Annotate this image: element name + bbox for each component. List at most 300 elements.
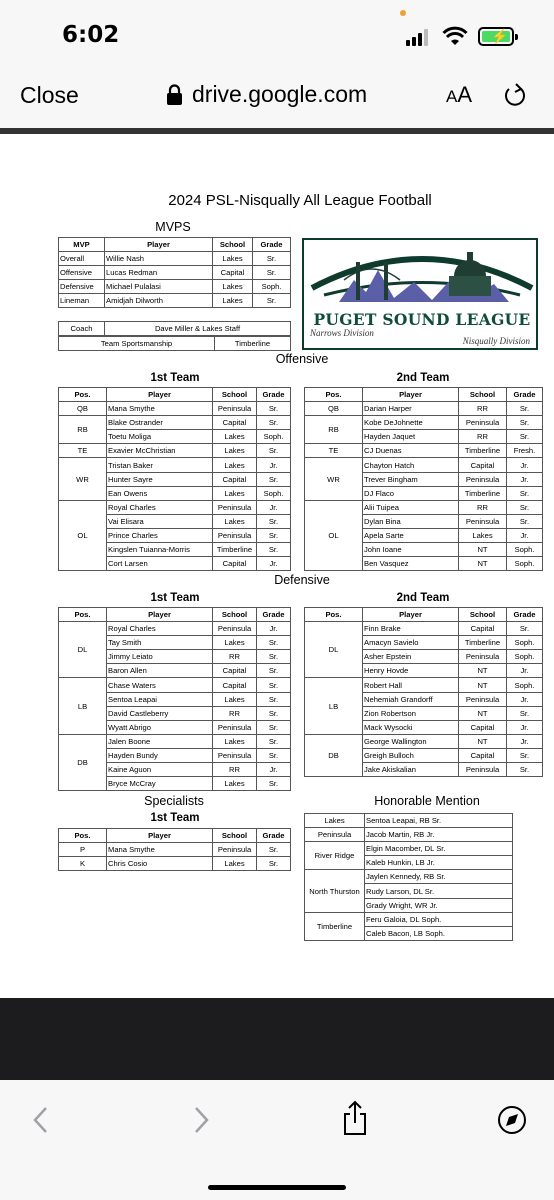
mvp-header-cell: Grade [253,238,291,252]
grade-cell: Sr. [507,402,543,416]
compass-icon[interactable] [496,1104,528,1136]
school-cell: Lakes [213,514,257,528]
player-cell: Tristan Baker [107,458,213,472]
grade-cell: Sr. [257,514,291,528]
mvp-row [59,294,291,308]
team-header-cell: Player [363,388,459,402]
table-row [59,734,291,748]
grade-cell: Soph. [507,678,543,692]
table-row [59,843,291,857]
player-cell: Dylan Bina [363,514,459,528]
logo-nisqually-division: Nisqually Division [462,336,530,346]
honorable-name-cell: Feru Galoia, DL Soph. [365,912,513,926]
player-cell: Hayden Bundy [107,748,213,762]
wifi-icon [442,26,468,46]
school-cell: RR [459,402,507,416]
grade-cell: Sr. [507,500,543,514]
school-cell: Peninsula [213,622,257,636]
position-cell: DL [305,622,363,678]
grade-cell: Jr. [507,720,543,734]
school-cell: Capital [459,458,507,472]
school-cell: Capital [459,622,507,636]
specialists-table [58,828,291,871]
player-cell: Kingslen Tuianna-Morris [107,543,213,557]
player-cell: Hayden Jaquet [363,430,459,444]
mvp-cell: Sr. [253,266,291,280]
grade-cell: Sr. [507,514,543,528]
player-cell: Jimmy Leiato [107,650,213,664]
honorable-school-cell: Lakes [305,814,365,828]
mvp-cell: Capital [213,266,253,280]
honorable-name-cell: Grady Wright, WR Jr. [365,898,513,912]
grade-cell: Sr. [257,416,291,430]
honorable-name-cell: Caleb Bacon, LB Soph. [365,926,513,940]
reload-icon[interactable] [503,82,527,108]
player-cell: Jake Akiskalian [363,763,459,777]
school-cell: Capital [213,557,257,571]
logo-narrows-division: Narrows Division [310,328,374,338]
player-cell: David Castleberry [107,706,213,720]
mvp-table [58,237,291,308]
offense-first-team-table [58,387,291,571]
grade-cell: Sr. [257,692,291,706]
player-cell: Jalen Boone [107,734,213,748]
grade-cell: Sr. [257,402,291,416]
table-row [305,734,543,748]
team-header-cell: Player [363,608,459,622]
school-cell: Lakes [213,486,257,500]
player-cell: George Wallington [363,734,459,748]
mvp-cell: Soph. [253,280,291,294]
grade-cell: Fresh. [507,444,543,458]
position-cell: LB [59,678,107,734]
school-cell: Peninsula [459,416,507,430]
player-cell: Nehemiah Grandorff [363,692,459,706]
sportsmanship-value: Timberline [215,337,291,351]
player-cell: Hunter Sayre [107,472,213,486]
mvp-cell: Lineman [59,294,105,308]
position-cell: TE [305,444,363,458]
defensive-heading: Defensive [274,573,330,587]
mvp-row [59,266,291,280]
mvp-row [59,280,291,294]
team-header-cell: Pos. [59,829,107,843]
grade-cell: Jr. [257,763,291,777]
grade-cell: Jr. [257,458,291,472]
school-cell: Lakes [213,458,257,472]
position-cell: QB [59,402,107,416]
battery-icon: ⚡ [478,27,514,46]
school-cell: Peninsula [213,528,257,542]
school-cell: Peninsula [459,763,507,777]
table-row [305,402,543,416]
status-bar [0,0,554,70]
position-cell: QB [305,402,363,416]
honorable-name-cell: Rudy Larson, DL Sr. [365,884,513,898]
school-cell: Capital [459,748,507,762]
honorable-row [305,870,513,884]
player-cell: Chayton Hatch [363,458,459,472]
school-cell: NT [459,678,507,692]
grade-cell: Jr. [257,622,291,636]
grade-cell: Sr. [257,748,291,762]
table-row [305,500,543,514]
grade-cell: Jr. [257,557,291,571]
school-cell: Peninsula [459,472,507,486]
school-cell: Lakes [213,444,257,458]
grade-cell: Sr. [507,416,543,430]
school-cell: RR [459,500,507,514]
player-cell: Amacyn Savielo [363,636,459,650]
position-cell: DB [305,734,363,776]
position-cell: TE [59,444,107,458]
player-cell: Tay Smith [107,636,213,650]
team-header-cell: Pos. [305,388,363,402]
grade-cell: Jr. [507,528,543,542]
grade-cell: Sr. [257,650,291,664]
grade-cell: Soph. [507,543,543,557]
school-cell: RR [213,763,257,777]
position-cell: OL [305,500,363,570]
coach-row [59,322,291,336]
player-cell: CJ Duenas [363,444,459,458]
player-cell: Vai Elisara [107,514,213,528]
player-cell: Darian Harper [363,402,459,416]
honorable-school-cell: Peninsula [305,828,365,842]
grade-cell: Sr. [507,622,543,636]
position-cell: DL [59,622,107,678]
mvp-cell: Lucas Redman [105,266,213,280]
school-cell: Peninsula [213,748,257,762]
grade-cell: Sr. [257,777,291,791]
grade-cell: Jr. [507,472,543,486]
player-cell: Henry Hovde [363,664,459,678]
team-header-cell: Grade [507,388,543,402]
team-header-cell: School [459,388,507,402]
lock-icon [166,84,183,106]
mvp-cell: Offensive [59,266,105,280]
position-cell: P [59,843,107,857]
school-cell: Capital [213,664,257,678]
grade-cell: Sr. [257,843,291,857]
table-row [59,622,291,636]
school-cell: Capital [213,416,257,430]
honorable-name-cell: Jacob Martin, RB Jr. [365,828,513,842]
player-cell: Ben Vasquez [363,557,459,571]
offense-second-team-table [304,387,543,571]
player-cell: Asher Epstein [363,650,459,664]
school-cell: Peninsula [213,402,257,416]
mvp-header-cell: Player [105,238,213,252]
player-cell: Sentoa Leapai [107,692,213,706]
browser-bar [0,70,554,128]
defense-second-heading: 2nd Team [396,592,450,604]
player-cell: Greigh Bulloch [363,748,459,762]
grade-cell: Soph. [507,636,543,650]
player-cell: Chris Cosio [107,857,213,871]
cellular-signal-icon [406,28,432,46]
mvp-header-cell: School [213,238,253,252]
bottom-toolbar [0,1080,554,1200]
sportsmanship-table [58,336,291,351]
honorable-mention-table [304,813,513,941]
grade-cell: Soph. [507,650,543,664]
grade-cell: Sr. [257,734,291,748]
specialists-heading: Specialists [144,794,204,808]
defense-first-heading: 1st Team [150,592,200,604]
player-cell: Finn Brake [363,622,459,636]
grade-cell: Jr. [257,500,291,514]
player-cell: Chase Waters [107,678,213,692]
player-cell: Royal Charles [107,500,213,514]
grade-cell: Sr. [257,543,291,557]
school-cell: Peninsula [459,692,507,706]
grade-cell: Sr. [257,636,291,650]
league-logo [302,238,538,350]
team-header-cell: Grade [257,829,291,843]
school-cell: NT [459,706,507,720]
school-cell: Peninsula [213,843,257,857]
mvp-cell: Amidjah Dilworth [105,294,213,308]
player-cell: Zion Robertson [363,706,459,720]
reader-text-size-button[interactable]: AA [446,82,473,107]
sportsmanship-label: Team Sportsmanship [59,337,215,351]
player-cell: Blake Ostrander [107,416,213,430]
table-row [305,622,543,636]
position-cell: RB [59,416,107,444]
player-cell: Ean Owens [107,486,213,500]
school-cell: Lakes [213,734,257,748]
team-header-cell: Player [107,829,213,843]
school-cell: Peninsula [459,650,507,664]
team-header-cell: Grade [257,608,291,622]
honorable-row [305,912,513,926]
position-cell: DB [59,734,107,790]
table-row [59,416,291,430]
school-cell: Peninsula [213,500,257,514]
team-header-cell: School [213,829,257,843]
defense-first-team-table [58,607,291,791]
player-cell: Royal Charles [107,622,213,636]
team-header-row [59,829,291,843]
mvp-cell: Willie Nash [105,252,213,266]
school-cell: Lakes [213,636,257,650]
school-cell: NT [459,557,507,571]
school-cell: Lakes [213,777,257,791]
table-row [59,678,291,692]
grade-cell: Soph. [257,430,291,444]
table-row [305,458,543,472]
mvp-cell: Sr. [253,294,291,308]
grade-cell: Sr. [507,486,543,500]
team-header-cell: Player [107,388,213,402]
grade-cell: Soph. [507,557,543,571]
team-header-cell: Pos. [59,388,107,402]
player-cell: Baron Allen [107,664,213,678]
grade-cell: Soph. [257,486,291,500]
grade-cell: Sr. [507,430,543,444]
football-skyline-icon [304,240,538,310]
chevron-right-icon[interactable] [190,1104,212,1136]
grade-cell: Sr. [507,748,543,762]
team-header-cell: School [459,608,507,622]
grade-cell: Jr. [507,692,543,706]
grade-cell: Jr. [507,664,543,678]
school-cell: Peninsula [459,514,507,528]
player-cell: Kaine Aguon [107,763,213,777]
mvp-header-cell: MVP [59,238,105,252]
grade-cell: Jr. [507,734,543,748]
table-row [59,857,291,871]
close-button[interactable]: Close [20,82,79,108]
honorable-name-cell: Jaylen Kennedy, RB Sr. [365,870,513,884]
document-title: 2024 PSL-Nisqually All League Football [168,192,432,209]
share-icon[interactable] [340,1100,370,1138]
player-cell: John Ioane [363,543,459,557]
offense-second-heading: 2nd Team [396,372,450,384]
honorable-row [305,814,513,828]
player-cell: Robert Hall [363,678,459,692]
grade-cell: Sr. [257,706,291,720]
table-row [59,444,291,458]
player-cell: Trever Bingham [363,472,459,486]
honorable-row [305,842,513,856]
chevron-left-icon[interactable] [30,1104,52,1136]
grade-cell: Sr. [257,528,291,542]
table-row [59,500,291,514]
school-cell: RR [213,650,257,664]
position-cell: WR [305,458,363,500]
team-header-row [305,388,543,402]
player-cell: Kobe DeJohnette [363,416,459,430]
position-cell: K [59,857,107,871]
mvps-heading: MVPS [155,220,191,234]
school-cell: RR [459,430,507,444]
player-cell: DJ Flaco [363,486,459,500]
grade-cell: Sr. [507,706,543,720]
player-cell: Apela Sarte [363,528,459,542]
grade-cell: Sr. [257,472,291,486]
mvp-cell: Sr. [253,252,291,266]
school-cell: Lakes [213,430,257,444]
position-cell: WR [59,458,107,500]
honorable-mention-heading: Honorable Mention [374,794,480,808]
table-row [59,402,291,416]
player-cell: Mana Smythe [107,402,213,416]
url-text[interactable]: drive.google.com [192,81,368,107]
team-header-row [59,388,291,402]
grade-cell: Sr. [257,857,291,871]
player-cell: Prince Charles [107,528,213,542]
player-cell: Toetu Moliga [107,430,213,444]
table-row [305,416,543,430]
player-cell: Alii Tuipea [363,500,459,514]
position-cell: OL [59,500,107,570]
school-cell: NT [459,664,507,678]
mvp-row [59,252,291,266]
coach-label: Coach [59,322,105,336]
player-cell: Bryce McCray [107,777,213,791]
defense-second-team-table [304,607,543,777]
school-cell: NT [459,543,507,557]
logo-title: PUGET SOUND LEAGUE [313,310,531,329]
team-header-cell: Pos. [305,608,363,622]
team-header-cell: Grade [507,608,543,622]
offensive-heading: Offensive [275,352,329,366]
table-row [305,678,543,692]
honorable-name-cell: Kaleb Hunkin, LB Jr. [365,856,513,870]
mvp-cell: Lakes [213,280,253,294]
school-cell: Lakes [459,528,507,542]
mvp-cell: Michael Pulalasi [105,280,213,294]
team-header-cell: Grade [257,388,291,402]
school-cell: Lakes [213,857,257,871]
team-header-row [305,608,543,622]
player-cell: Wyatt Abrigo [107,720,213,734]
grade-cell: Sr. [257,444,291,458]
grade-cell: Sr. [257,720,291,734]
coach-value: Dave Miller & Lakes Staff [105,322,291,336]
school-cell: Timberline [459,636,507,650]
team-header-cell: Pos. [59,608,107,622]
school-cell: Capital [459,720,507,734]
coach-table [58,321,291,336]
honorable-row [305,828,513,842]
honorable-school-cell: River Ridge [305,842,365,870]
viewer-background [0,998,554,1080]
school-cell: Peninsula [213,720,257,734]
player-cell: Exavier McChristian [107,444,213,458]
honorable-school-cell: North Thurston [305,870,365,912]
player-cell: Cort Larsen [107,557,213,571]
school-cell: NT [459,734,507,748]
toolbar-divider [0,128,554,134]
school-cell: Timberline [459,486,507,500]
honorable-name-cell: Elgin Macomber, DL Sr. [365,842,513,856]
grade-cell: Sr. [507,763,543,777]
grade-cell: Sr. [257,678,291,692]
team-header-cell: School [213,388,257,402]
school-cell: Timberline [213,543,257,557]
school-cell: Lakes [213,692,257,706]
team-header-row [59,608,291,622]
mvp-cell: Defensive [59,280,105,294]
school-cell: RR [213,706,257,720]
player-cell: Mana Smythe [107,843,213,857]
player-cell: Mack Wysocki [363,720,459,734]
status-time: 6:02 [62,22,120,48]
table-row [305,444,543,458]
honorable-school-cell: Timberline [305,912,365,940]
school-cell: Capital [213,678,257,692]
team-header-cell: Player [107,608,213,622]
position-cell: LB [305,678,363,734]
sportsmanship-row [59,337,291,351]
privacy-dot-icon [400,10,406,16]
school-cell: Timberline [459,444,507,458]
mvp-cell: Lakes [213,294,253,308]
honorable-name-cell: Sentoa Leapai, RB Sr. [365,814,513,828]
home-indicator [208,1185,346,1190]
position-cell: RB [305,416,363,444]
mvp-cell: Lakes [213,252,253,266]
table-row [59,458,291,472]
grade-cell: Jr. [507,458,543,472]
team-header-cell: School [213,608,257,622]
grade-cell: Sr. [257,664,291,678]
specialists-first-heading: 1st Team [150,812,200,824]
school-cell: Capital [213,472,257,486]
